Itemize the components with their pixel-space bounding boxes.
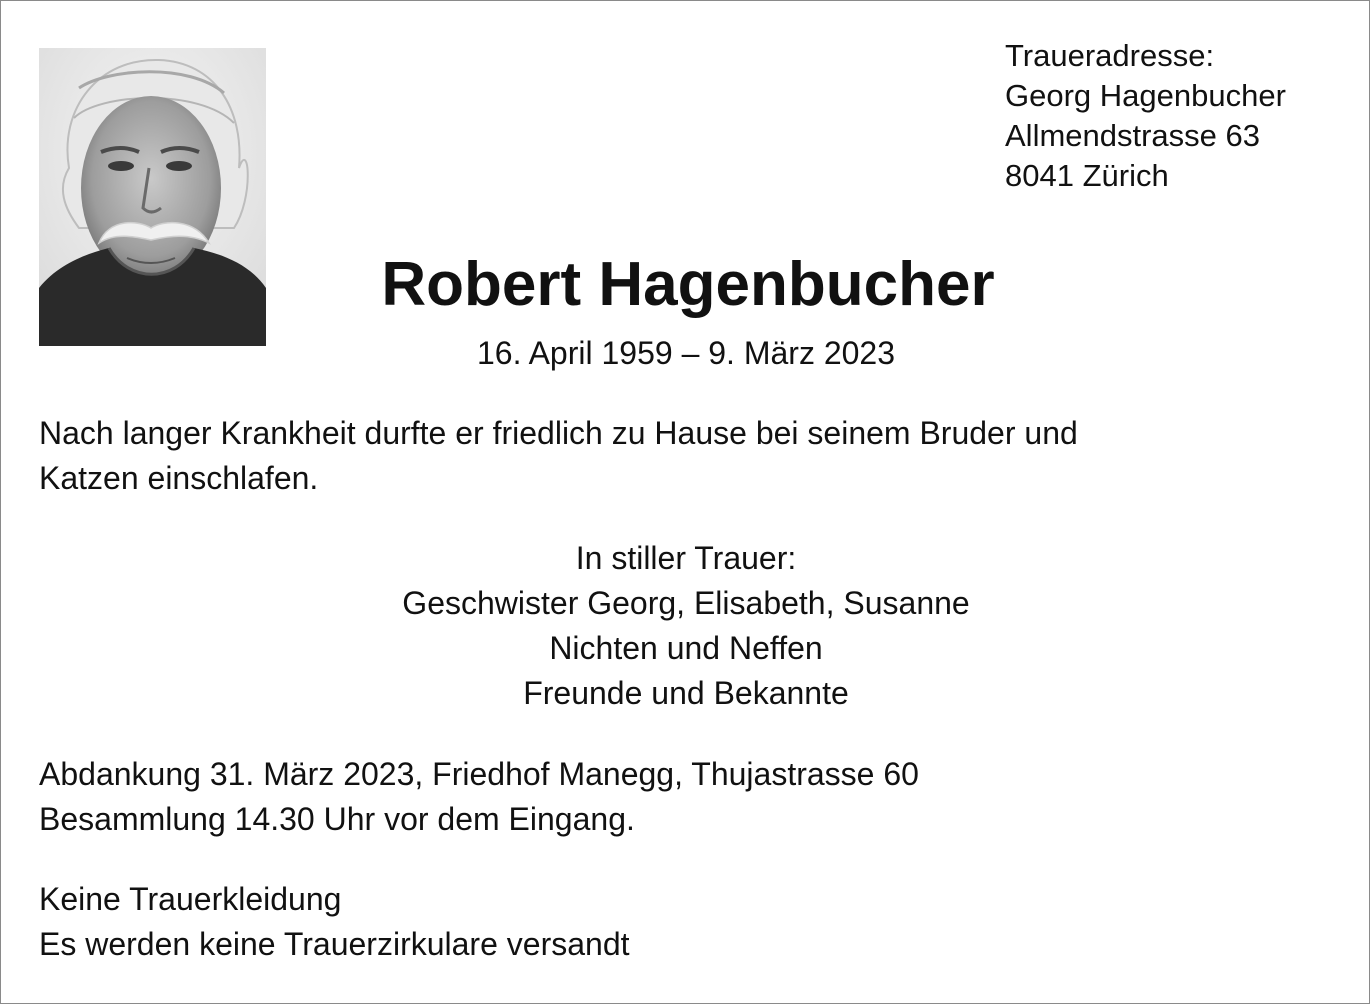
address-city: 8041 Zürich — [1005, 158, 1169, 193]
mourners-friends: Freunde und Bekannte — [523, 675, 849, 711]
mourning-address — [1005, 36, 1286, 196]
address-name: Georg Hagenbucher — [1005, 78, 1286, 113]
mourners-nieces-nephews: Nichten und Neffen — [549, 630, 823, 666]
mourners-siblings: Geschwister Georg, Elisabeth, Susanne — [402, 585, 970, 621]
address-heading: Traueradresse: — [1005, 38, 1215, 73]
ceremony-line: Abdankung 31. März 2023, Friedhof Manegg, Thujastrasse 60 — [39, 756, 919, 792]
mourners-heading: In stiller Trauer: — [575, 540, 797, 576]
notes-line: Es werden keine Trauerzirkulare versandt — [39, 926, 630, 962]
life-dates-text: 16. April 1959 – 9. März 2023 — [476, 335, 896, 371]
ceremony-info — [39, 752, 919, 842]
message-line: Nach langer Krankheit durfte er friedlich zu Hause bei seinem Bruder und — [39, 415, 1078, 451]
notes — [39, 877, 630, 967]
deceased-name: Robert Hagenbucher — [381, 250, 995, 319]
life-dates — [1, 331, 1370, 375]
ceremony-line: Besammlung 14.30 Uhr vor dem Eingang. — [39, 801, 635, 837]
death-message — [39, 411, 1078, 501]
message-line: Katzen einschlafen. — [39, 460, 319, 496]
notes-line: Keine Trauerkleidung — [39, 881, 342, 917]
mourners-block — [1, 536, 1370, 716]
address-street: Allmendstrasse 63 — [1005, 118, 1261, 153]
